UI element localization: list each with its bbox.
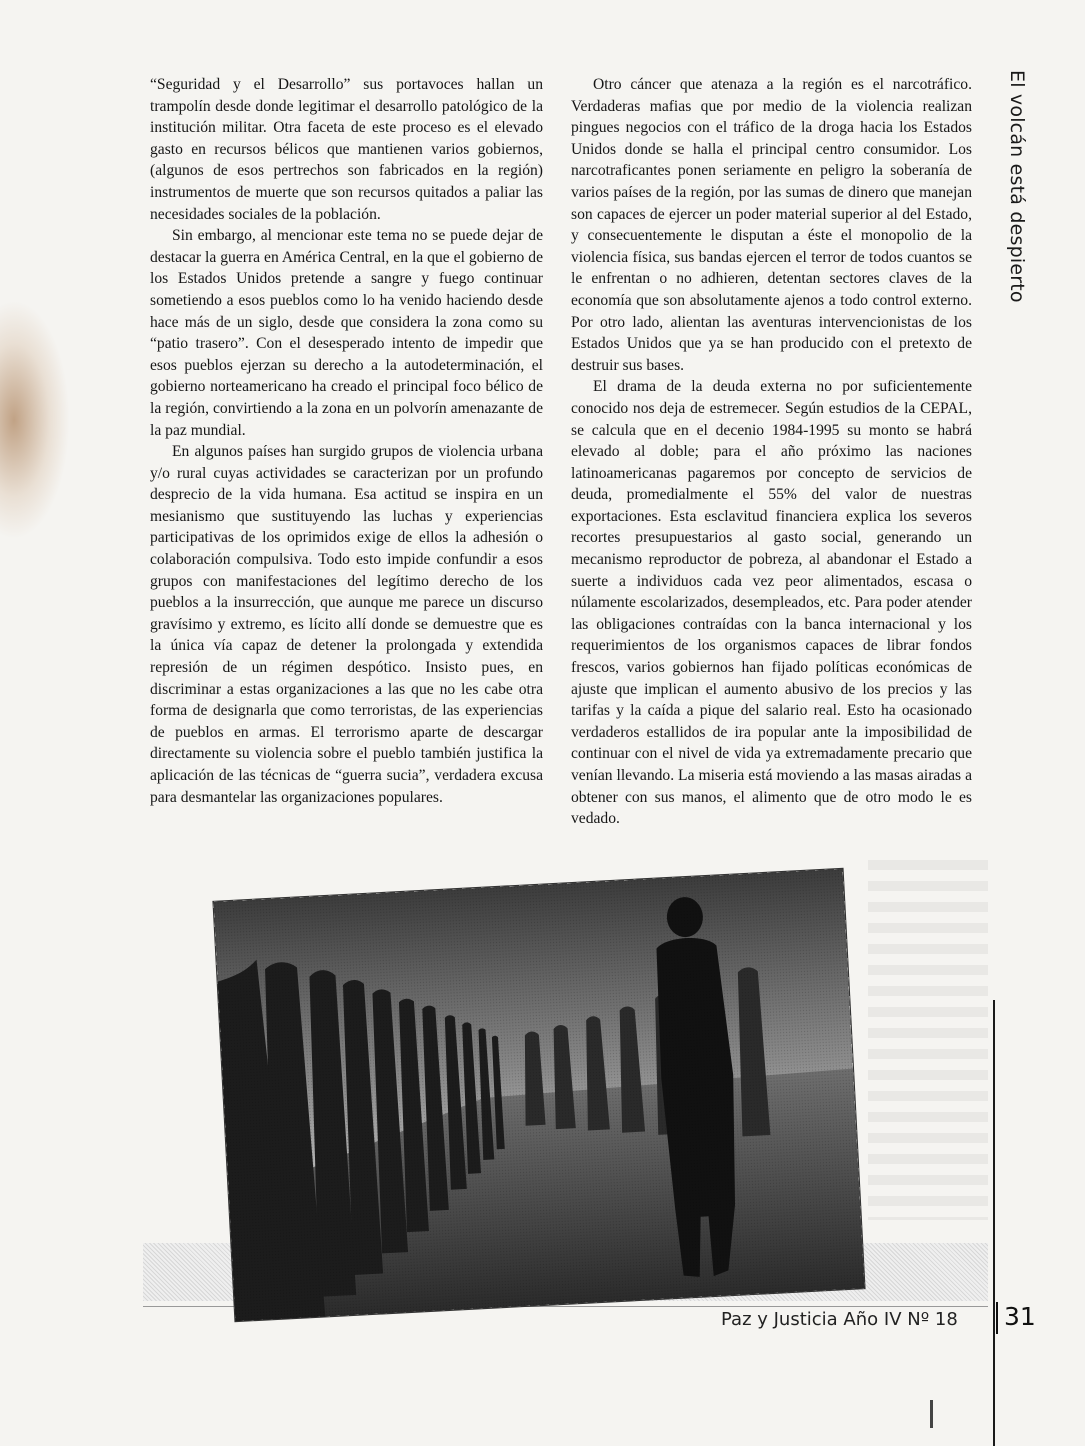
paragraph: Sin embargo, al mencionar este tema no se puede dejar de destacar la guerra en América Central, en la que el gobierno de los Estados Unidos pretende a sangre y fuego continuar sometiendo a esos pueblos como lo ha venido haciendo desde hace más de un siglo, desde que considera la zona como su “patio trasero”. Con el desesperado intento de impedir que esos pueblos ejerzan su derecho a la autodeterminación, el gobierno norteamericano ha creado el principal foco bélico de la región, convirtiendo a la zona en un polvorín amenazante de la paz mundial. [150,227,543,439]
publication-footer: Paz y Justicia Año IV Nº 18 [721,1309,958,1330]
bleed-through-text [868,860,988,1220]
paragraph: En algunos países han surgido grupos de violencia urbana y/o rural cuyas actividades se caracterizan por un profundo desprecio de la vida humana. Esa actitud se inspira en un mesianismo que sustituyendo las luchas y experiencias participativas de los oprimidos exige de ellos la adhesión o colaboración compulsiva. Todo esto impide confundir a esos grupos con manifestaciones del legítimo derecho de los pueblos a la insurrección, que aunque me parece un discurso gravísimo y extremo, es lícito allí donde se demuestre que es la única vía capaz de detener la prolongada y extendida represión de un régimen despótico. Insisto pues, en discriminar a estas organizaciones a las que no les cabe otra forma de designarla que como terroristas, de las experiencias de pueblos en armas. El terrorismo aparte de descargar directamente su violencia sobre el pueblo también justifica la aplicación de las técnicas de “guerra sucia”, verdadera excusa para desmantelar las organizaciones populares. [150,443,543,806]
paragraph: “Seguridad y el Desarrollo” sus portavoces hallan un trampolín desde donde legitimar el desarrollo patológico de la institución militar. Otra faceta de este proceso es el elevado gasto en recursos bélicos que mantienen varios gobiernos, (algunos de esos pertrechos son fabricados en la región) instrumentos de muerte que son recursos quitados a paliar las necesidades sociales de la población. [150,76,543,223]
left-text-column [150,74,543,808]
paper-stain [0,300,70,540]
page-number: 31 [1004,1302,1036,1331]
soldiers-photo [213,869,864,1321]
paragraph: Otro cáncer que atenaza a la región es el narcotráfico. Verdaderas mafias que por medio de la violencia realizan pingues negocios con el tráfico de la droga hacia los Estados Unidos donde se halla el principal centro consumidor. Los narcotraficantes ponen seriamente en peligro la soberanía de varios países de la región, por las sumas de dinero que manejan son capaces de ejercer un poder material superior al del Estado, y consecuentemente le disputan a éste el monopolio de la violencia física, sus bandas ejercen el terror de todos cuantos se le enfrentan o no adhieren, detentan sectores claves de la economía que son absolutamente ajenos a todo control externo. Por otro lado, alientan las aventuras intervencionistas de los Estados Unidos que ya se han producido con el pretexto de destruir sus bases. [571,76,972,374]
margin-mark [930,1400,933,1428]
right-margin-rule [993,1000,995,1446]
soldiers-photo-image [213,869,864,1321]
paragraph: El drama de la deuda externa no por suficientemente conocido nos deja de estremecer. Según estudios de la CEPAL, se calcula que en el decenio 1984-1995 su monto se habrá elevado al doble; para el año próximo las naciones latinoamericanas pagaremos por concepto de servicios de deuda, promedialmente el 55% del valor de nuestras exportaciones. Esta esclavitud financiera explica los severos recortes presupuestarios al gasto social, generando un mecanismo reproductor de pobreza, al abandonar el Estado a suerte a individuos cada vez peor alimentados, escasa o núlamente escolarizados, desempleados, etc. Para poder atender las obligaciones contraídas con la banca internacional y los requerimientos de los organismos capaces de librar fondos frescos, varios gobiernos han fijado políticas económicas de ajuste que implican el aumento abusivo de los precios y las tarifas y la caída a pique del salario real. Esto ha ocasionado verdaderos estallidos de ira popular ante la imposibilidad de continuar con el nivel de vida ya extremadamente precario que venían llevando. La miseria está moviendo a las masas airadas a obtener con sus manos, el alimento que de otro modo le es vedado. [571,378,972,828]
right-text-column [571,74,972,830]
running-title-text: El volcán está despierto [1006,70,1028,303]
running-title [1006,70,1040,320]
page-number-rule [996,1302,998,1334]
